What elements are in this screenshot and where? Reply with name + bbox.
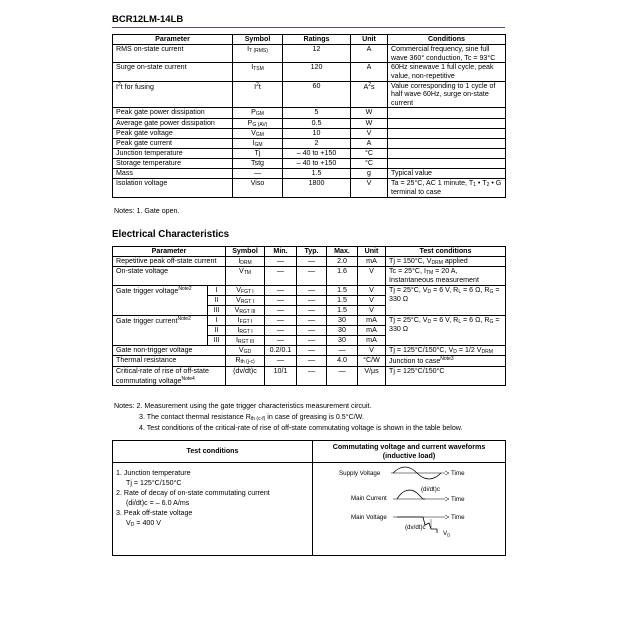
- parameter-cell: Storage temperature: [113, 158, 233, 168]
- unit-cell: A: [351, 138, 388, 148]
- max-ratings-table: [112, 34, 506, 198]
- parameter-cell: Isolation voltage: [113, 178, 233, 197]
- parameter-cell: Peak gate voltage: [113, 128, 233, 138]
- column-header: Ratings: [283, 35, 351, 45]
- symbol-cell: $P_{GM}$: [233, 108, 283, 118]
- rating-cell: – 40 to +150: [283, 158, 351, 168]
- quadrant-cell: II: [208, 326, 226, 336]
- column-header: Typ.: [297, 247, 327, 257]
- commutating-waveform-diagram: [313, 463, 505, 555]
- rating-cell: 12: [283, 45, 351, 63]
- unit-cell: mA: [358, 257, 386, 267]
- column-header: Conditions: [388, 35, 506, 45]
- typ-cell: —: [297, 356, 327, 367]
- vd-label: $V_D$: [443, 530, 451, 538]
- min-cell: —: [265, 257, 297, 267]
- unit-cell: A: [351, 63, 388, 81]
- parameter-cell: Junction temperature: [113, 148, 233, 158]
- typ-cell: —: [297, 257, 327, 267]
- parameter-cell: Surge on-state current: [113, 63, 233, 81]
- column-header: Max.: [327, 247, 358, 257]
- supply-voltage-label: Supply Voltage: [339, 470, 381, 477]
- waveforms-header: Commutating voltage and current waveforms (inductive load): [313, 441, 506, 463]
- electrical-characteristics-title: Electrical Characteristics: [112, 229, 230, 240]
- quadrant-cell: III: [208, 306, 226, 316]
- unit-cell: V: [351, 128, 388, 138]
- conditions-cell: Typical value: [388, 168, 506, 178]
- symbol-cell: $V_{RGT I}$: [226, 295, 265, 305]
- unit-cell: V: [351, 178, 388, 197]
- rating-row: [113, 63, 506, 81]
- commutating-test-table: [112, 440, 506, 556]
- characteristic-row: [113, 267, 506, 286]
- unit-cell: V: [358, 346, 386, 356]
- time-label-2: Time: [451, 496, 465, 503]
- max-cell: —: [327, 367, 358, 386]
- parameter-cell: Gate non-trigger voltage: [113, 346, 226, 356]
- typ-cell: —: [297, 285, 327, 295]
- conditions-cell: [388, 158, 506, 168]
- conditions-cell: [388, 148, 506, 158]
- unit-cell: g: [351, 168, 388, 178]
- typ-cell: —: [297, 346, 327, 356]
- characteristic-row: [113, 367, 506, 386]
- unit-cell: °C: [351, 158, 388, 168]
- symbol-cell: $V_{FGT I}$: [226, 285, 265, 295]
- conditions-cell: Tj = 25°C, $V_D = 6$ V, $R_L = 6$ Ω, $R_G = 330$ Ω: [386, 316, 506, 346]
- conditions-cell: Junction to case$^{Note3}$: [386, 356, 506, 367]
- conditions-cell: Tj = 25°C, $V_D = 6$ V, $R_L = 6$ Ω, $R_G = 330$ Ω: [386, 285, 506, 315]
- conditions-cell: Tc = 25°C, $I_{TM} = 20$ A, Instantaneous measurement: [386, 267, 506, 286]
- conditions-cell: Tj = 150°C, $V_{DRM}$ applied: [386, 257, 506, 267]
- characteristic-row: [113, 316, 506, 326]
- time-arrow-icon: [445, 497, 449, 501]
- symbol-cell: —: [233, 168, 283, 178]
- column-header: Test conditions: [386, 247, 506, 257]
- min-cell: —: [265, 285, 297, 295]
- unit-cell: V: [358, 285, 386, 295]
- characteristic-row: [113, 257, 506, 267]
- parameter-cell: Mass: [113, 168, 233, 178]
- symbol-cell: $I^2t$: [233, 81, 283, 108]
- parameter-cell: Gate trigger voltage$^{Note2}$: [113, 285, 208, 315]
- parameter-cell: Peak gate power dissipation: [113, 108, 233, 118]
- symbol-cell: Tj: [233, 148, 283, 158]
- typ-cell: —: [297, 306, 327, 316]
- electrical-header-row: [113, 247, 506, 257]
- title-rule: [112, 27, 505, 28]
- min-cell: —: [265, 267, 297, 286]
- rating-cell: 5: [283, 108, 351, 118]
- parameter-cell: RMS on-state current: [113, 45, 233, 63]
- quadrant-cell: II: [208, 295, 226, 305]
- min-cell: —: [265, 316, 297, 326]
- rating-cell: – 40 to +150: [283, 148, 351, 158]
- rating-row: [113, 158, 506, 168]
- min-cell: —: [265, 326, 297, 336]
- symbol-cell: $I_{FGT I}$: [226, 316, 265, 326]
- parameter-cell: Gate trigger current$^{Note2}$: [113, 316, 208, 346]
- conditions-cell: Tj = 125°C/150°C, $V_D = 1/2$ $V_{DRM}$: [386, 346, 506, 356]
- unit-cell: W: [351, 118, 388, 128]
- time-arrow-icon: [445, 471, 449, 475]
- parameter-cell: On-state voltage: [113, 267, 226, 286]
- rating-cell: 60: [283, 81, 351, 108]
- column-header: Min.: [265, 247, 297, 257]
- conditions-cell: [388, 108, 506, 118]
- electrical-note: 4. Test conditions of the critical-rate of rise of off-state commutating voltage is shown in the table below.: [139, 424, 463, 432]
- main-current-label: Main Current: [351, 495, 387, 502]
- quadrant-cell: III: [208, 336, 226, 346]
- typ-cell: —: [297, 316, 327, 326]
- max-cell: 4.0: [327, 356, 358, 367]
- quadrant-cell: I: [208, 316, 226, 326]
- column-header: Parameter: [113, 247, 226, 257]
- symbol-cell: $I_{GM}$: [233, 138, 283, 148]
- test-condition-line: 3. Peak off-state voltage: [116, 509, 193, 517]
- unit-cell: V: [358, 306, 386, 316]
- characteristic-row: [113, 356, 506, 367]
- symbol-cell: $V_{RGT III}$: [226, 306, 265, 316]
- unit-cell: V/µs: [358, 367, 386, 386]
- column-header: Unit: [351, 35, 388, 45]
- quadrant-cell: I: [208, 285, 226, 295]
- parameter-cell: Peak gate current: [113, 138, 233, 148]
- test-condition-line: Tj = 125°C/150°C: [126, 479, 182, 487]
- rating-cell: 1800: [283, 178, 351, 197]
- rating-cell: 0.5: [283, 118, 351, 128]
- typ-cell: —: [297, 336, 327, 346]
- rating-row: [113, 148, 506, 158]
- max-cell: 1.5: [327, 285, 358, 295]
- test-conditions-list: [116, 468, 309, 530]
- symbol-cell: $R_{th (j-c)}$: [226, 356, 265, 367]
- test-conditions-cell: [113, 463, 313, 556]
- conditions-cell: Value corresponding to 1 cycle of half wave 60Hz, surge on-state current: [388, 81, 506, 108]
- doc-title: BCR12LM-14LB: [112, 14, 184, 25]
- unit-cell: °C: [351, 148, 388, 158]
- unit-cell: mA: [358, 326, 386, 336]
- unit-cell: V: [358, 267, 386, 286]
- min-cell: —: [265, 336, 297, 346]
- test-condition-line: $V_D = 400$ V: [126, 519, 161, 528]
- unit-cell: mA: [358, 336, 386, 346]
- electrical-note: Notes: 2. Measurement using the gate trigger characteristics measurement circuit.: [114, 402, 372, 410]
- typ-cell: —: [297, 367, 327, 386]
- rating-cell: 10: [283, 128, 351, 138]
- rating-row: [113, 178, 506, 197]
- min-cell: —: [265, 306, 297, 316]
- rating-row: [113, 81, 506, 108]
- parameter-cell: Average gate power dissipation: [113, 118, 233, 128]
- test-condition-line: 2. Rate of decay of on-state commutating current: [116, 489, 270, 497]
- rating-cell: 120: [283, 63, 351, 81]
- test-conditions-header: Test conditions: [113, 441, 313, 463]
- rating-cell: 2: [283, 138, 351, 148]
- unit-cell: mA: [358, 316, 386, 326]
- column-header: Symbol: [233, 35, 283, 45]
- typ-cell: —: [297, 326, 327, 336]
- max-cell: 1.5: [327, 295, 358, 305]
- rating-cell: 1.5: [283, 168, 351, 178]
- didt-label: (di/dt)c: [421, 486, 440, 493]
- symbol-cell: $V_{TM}$: [226, 267, 265, 286]
- max-cell: 30: [327, 336, 358, 346]
- max-ratings-header-row: [113, 35, 506, 45]
- unit-cell: A: [351, 45, 388, 63]
- typ-cell: —: [297, 267, 327, 286]
- conditions-cell: Ta = 25°C, AC 1 minute, $T_1$ • $T_2$ • G terminal to case: [388, 178, 506, 197]
- vd-subscript: D: [447, 532, 451, 538]
- typ-cell: —: [297, 295, 327, 305]
- column-header: Unit: [358, 247, 386, 257]
- characteristic-row: [113, 346, 506, 356]
- symbol-cell: Tstg: [233, 158, 283, 168]
- symbol-cell: $V_{GM}$: [233, 128, 283, 138]
- symbol-cell: (dv/dt)c: [226, 367, 265, 386]
- time-label-1: Time: [451, 470, 465, 477]
- column-header: Parameter: [113, 35, 233, 45]
- symbol-cell: $I_{RGT III}$: [226, 336, 265, 346]
- rating-row: [113, 128, 506, 138]
- min-cell: —: [265, 295, 297, 305]
- parameter-cell: Thermal resistance: [113, 356, 226, 367]
- max-cell: 2.0: [327, 257, 358, 267]
- characteristic-row: [113, 285, 506, 295]
- rating-row: [113, 45, 506, 63]
- parameter-cell: $I^2t$ for fusing: [113, 81, 233, 108]
- time-label-3: Time: [451, 514, 465, 521]
- conditions-cell: [388, 138, 506, 148]
- waveform-cell: [313, 463, 506, 556]
- symbol-cell: $I_{DRM}$: [226, 257, 265, 267]
- max-cell: 30: [327, 316, 358, 326]
- rating-row: [113, 118, 506, 128]
- symbol-cell: $I_{TSM}$: [233, 63, 283, 81]
- parameter-cell: Repetitive peak off-state current: [113, 257, 226, 267]
- electrical-note: 3. The contact thermal resistance $R_{th (c-f)}$ in case of greasing is 0.5°C/W.: [139, 413, 364, 422]
- rating-row: [113, 138, 506, 148]
- parameter-cell: Critical-rate of rise of off-state commutating voltage$^{Note4}$: [113, 367, 226, 386]
- unit-cell: $A^2s$: [351, 81, 388, 108]
- test-condition-line: 1. Junction temperature: [116, 469, 191, 477]
- electrical-characteristics-table: [112, 246, 506, 386]
- max-cell: —: [327, 346, 358, 356]
- unit-cell: °C/W: [358, 356, 386, 367]
- max-cell: 1.5: [327, 306, 358, 316]
- time-arrow-icon: [445, 515, 449, 519]
- max-ratings-note: Notes: 1. Gate open.: [114, 207, 180, 215]
- rating-row: [113, 168, 506, 178]
- test-condition-line: (di/dt)c = – 6.0 A/ms: [126, 499, 190, 507]
- min-cell: 10/1: [265, 367, 297, 386]
- unit-cell: W: [351, 108, 388, 118]
- conditions-cell: Tj = 125°C/150°C: [386, 367, 506, 386]
- conditions-cell: [388, 128, 506, 138]
- conditions-cell: Commercial frequency, sine full wave 360° conduction, Tc = 93°C: [388, 45, 506, 63]
- symbol-cell: $P_{G (AV)}$: [233, 118, 283, 128]
- max-cell: 30: [327, 326, 358, 336]
- max-cell: 1.6: [327, 267, 358, 286]
- conditions-cell: [388, 118, 506, 128]
- symbol-cell: $V_{GD}$: [226, 346, 265, 356]
- main-voltage-label: Main Voltage: [351, 514, 387, 521]
- symbol-cell: $I_{T (RMS)}$: [233, 45, 283, 63]
- unit-cell: V: [358, 295, 386, 305]
- dvdt-label: (dv/dt)c: [405, 524, 426, 531]
- column-header: Symbol: [226, 247, 265, 257]
- conditions-cell: 60Hz sinewave 1 full cycle, peak value, non-repetitive: [388, 63, 506, 81]
- min-cell: —: [265, 356, 297, 367]
- symbol-cell: $I_{RGT I}$: [226, 326, 265, 336]
- symbol-cell: Viso: [233, 178, 283, 197]
- min-cell: 0.2/0.1: [265, 346, 297, 356]
- rating-row: [113, 108, 506, 118]
